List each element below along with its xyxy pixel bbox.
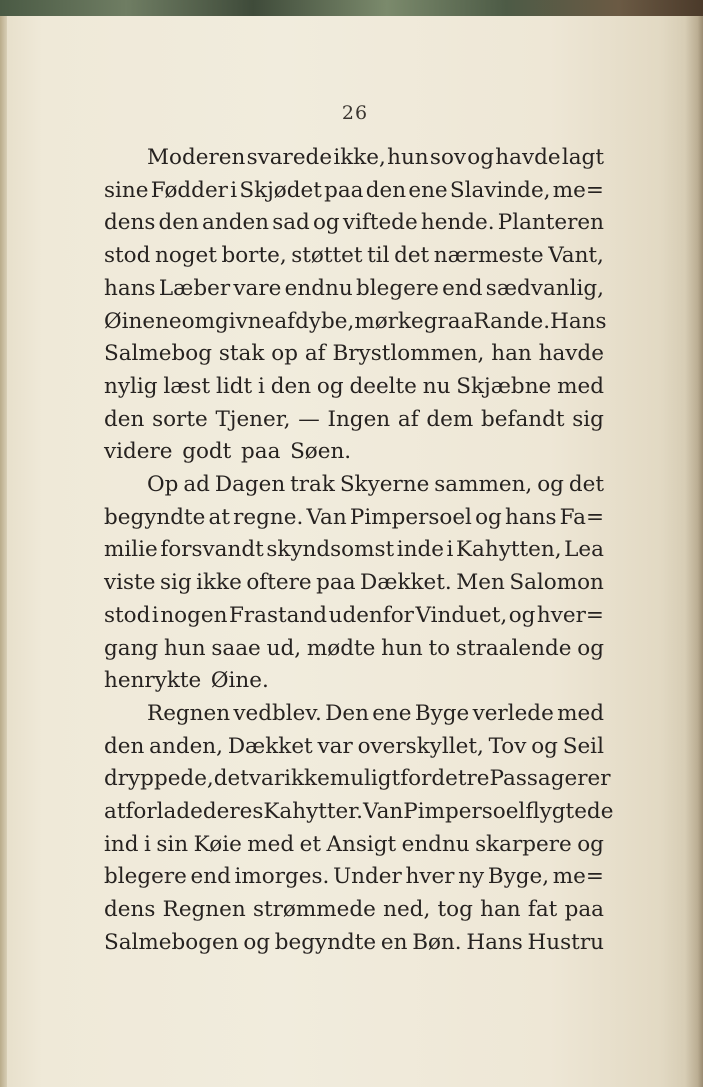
text-line: dens den anden sad og viftede hende. Planteren <box>104 210 604 236</box>
page-gutter-shadow <box>685 16 703 1087</box>
text-line: begyndte at regne. Van Pimpersoel og hans Fa= <box>104 504 604 530</box>
text-line: gang hun saae ud, mødte hun to straalende og <box>104 635 604 661</box>
text-line: ind i sin Køie med et Ansigt endnu skarpere og <box>104 831 604 857</box>
text-line: viste sig ikke oftere paa Dækket. Men Salomon <box>104 570 604 596</box>
text-line: Regnen vedblev. Den ene Byge verlede med <box>147 700 604 726</box>
text-line: blegere end imorges. Under hver ny Byge, me= <box>104 864 604 890</box>
text-line: den anden, Dækket var overskyllet, Tov og Seil <box>104 733 604 759</box>
text-line: stod noget borte, støttet til det nærmeste Vant, <box>104 243 604 269</box>
text-line: at forlade deres Kahytter. Van Pimpersoel flygtede <box>104 799 614 824</box>
text-line: Op ad Dagen trak Skyerne sammen, og det <box>147 472 604 497</box>
text-line: Salmebog stak op af Brystlommen, han havde <box>104 341 604 367</box>
text-line: den sorte Tjener, — Ingen af dem befandt sig <box>104 406 604 432</box>
text-line: dens Regnen strømmede ned, tog han fat paa <box>104 897 604 923</box>
text-line: nylig læst lidt i den og deelte nu Skjæbne med <box>104 373 604 399</box>
page-number: 26 <box>341 102 369 124</box>
text-line: milie forsvandt skyndsomst inde i Kahytten, Lea <box>104 537 604 563</box>
text-line: videre godt paa Søen. <box>104 439 352 465</box>
text-line: Moderen svarede ikke, hun sov og havde lagt <box>147 145 604 170</box>
text-line: dryppede, det var ikke muligt for de tre Passagerer <box>104 766 611 792</box>
text-line: Salmebogen og begyndte en Bøn. Hans Hustru <box>104 929 604 955</box>
text-line: hans Læber vare endnu blegere end sædvanlig, <box>104 275 604 301</box>
text-line: stod i nogen Frastand udenfor Vinduet, og hver= <box>104 602 604 628</box>
text-line: sine Fødder i Skjødet paa den ene Slavinde, me= <box>104 177 604 203</box>
text-line: henrykte Øine. <box>104 668 269 694</box>
page-left-edge <box>0 16 7 1087</box>
text-line: Øinene omgivne af dybe, mørkegraa Rande. Hans <box>104 308 607 334</box>
